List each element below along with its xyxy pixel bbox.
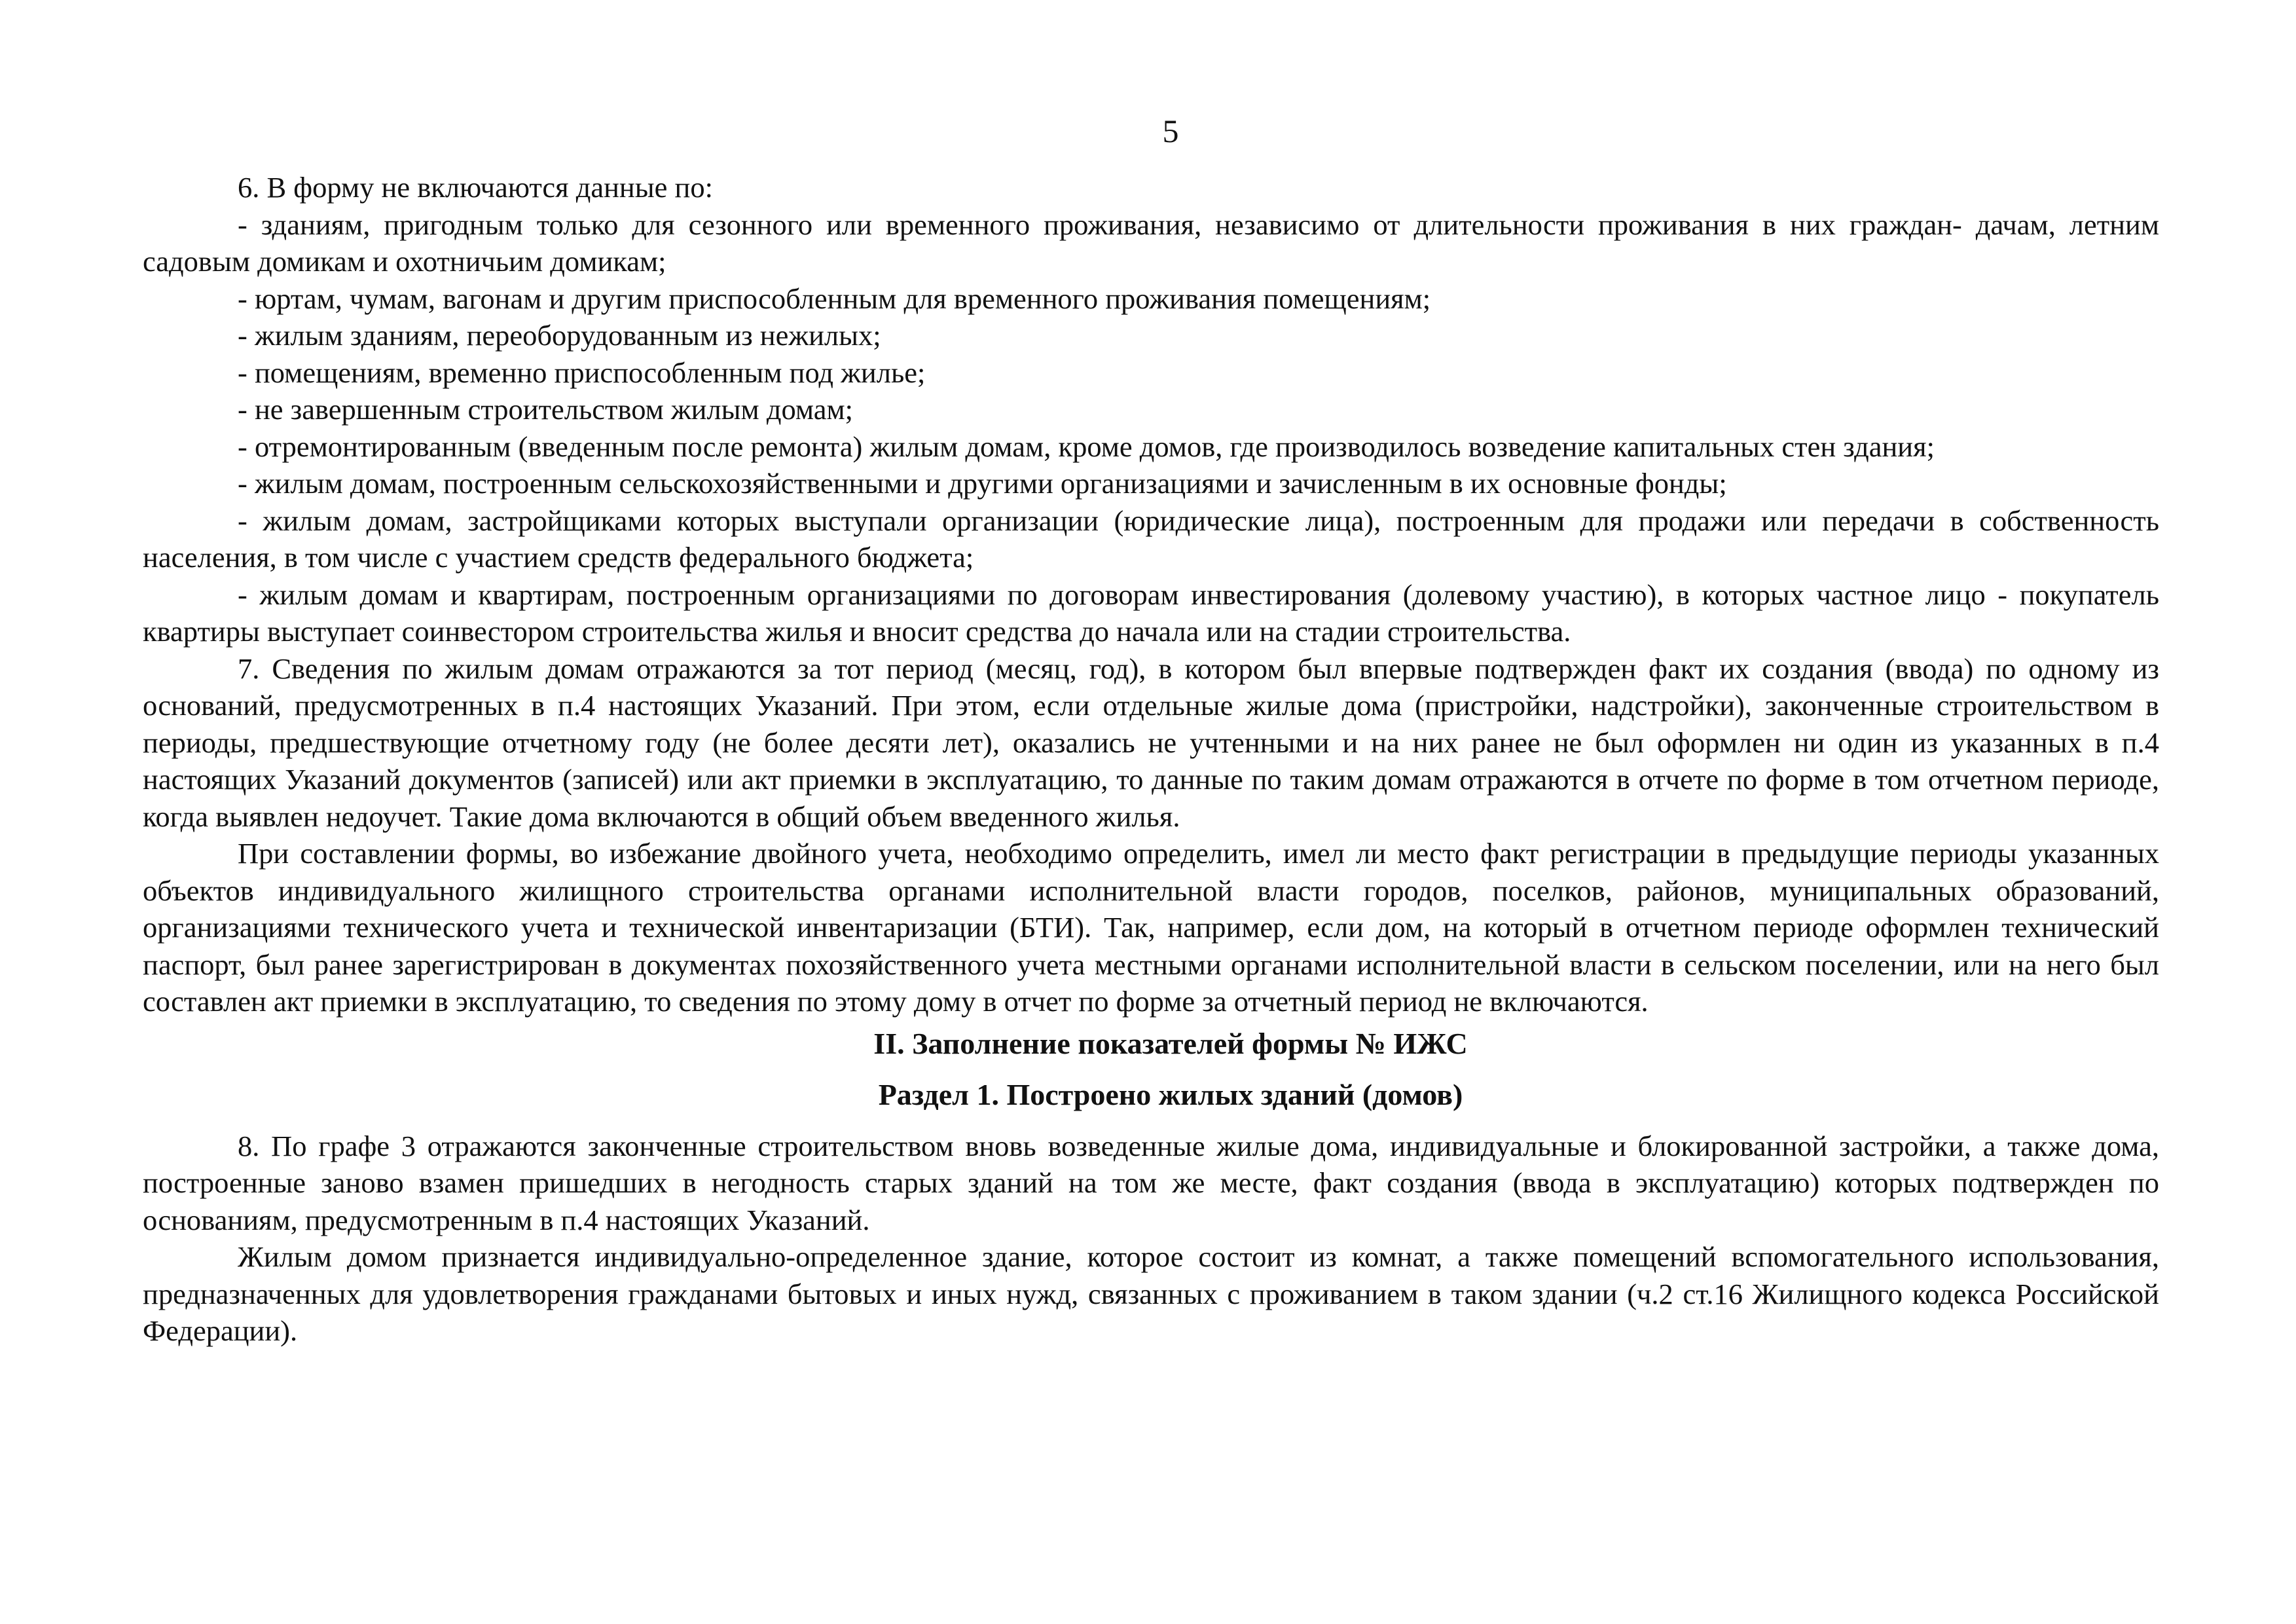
document-page — [143, 111, 2159, 1350]
paragraph-double-count: При составлении формы, во избежание двойного учета, необходимо определить, имел ли место факт регистрации в предыдущие периоды указанных объектов индивидуального жилищного строительства органами исполнительной власти городов, поселков, районов, муниципальных образований, организациями технического учета и технической инвентаризации (БТИ). Так, например, если дом, на который в отчетном периоде оформлен технический паспорт, был ранее зарегистрирован в документах похозяйственного учета местными органами исполнительной власти в сельском поселении, или на него был составлен акт приемки в эксплуатацию, то сведения по этому дому в отчет по форме за отчетный период не включаются. — [143, 837, 2159, 1018]
list-item: - жилым домам, построенным сельскохозяйственными и другими организациями и зачисленным в их основные фонды; — [238, 467, 1727, 500]
paragraph-definition: Жилым домом признается индивидуально-определенное здание, которое состоит из комнат, а также помещений вспомогательного использования, предназначенных для удовлетворения гражданами бытовых и иных нужд, связанных с проживанием в таком здании (ч.2 ст.16 Жилищного кодекса Российской Федерации). — [143, 1240, 2159, 1347]
list-item: - жилым зданиям, переоборудованным из нежилых; — [238, 319, 881, 352]
list-item: - жилым домам и квартирам, построенным организациями по договорам инвестирования (долевому участию), в которых частное лицо - покупатель квартиры выступает соинвестором строительства жилья и вносит средства до начала или на стадии строительства. — [143, 578, 2159, 648]
paragraph-item-7: 7. Сведения по жилым домам отражаются за тот период (месяц, год), в котором был впервые подтвержден факт их создания (ввода) по одному из оснований, предусмотренных в п.4 настоящих Указаний. При этом, если отдельные жилые дома (пристройки, надстройки), законченные строительством в периоды, предшествующие отчетному году (не более десяти лет), оказались не учтенными и на них ранее не был оформлен ни один из указанных в п.4 настоящих Указаний документов (записей) или акт приемки в эксплуатацию, то данные по таким домам отражаются в отчете по форме в том отчетном периоде, когда выявлен недоучет. Такие дома включаются в общий объем введенного жилья. — [143, 652, 2159, 833]
list-item: - помещениям, временно приспособленным под жилье; — [238, 356, 926, 389]
page-number: 5 — [1162, 113, 1179, 149]
list-item: - зданиям, пригодным только для сезонного или временного проживания, независимо от длительности проживания в них граждан- дачам, летним садовым домикам и охотничьим домикам; — [143, 208, 2159, 278]
list-item: - не завершенным строительством жилым домам; — [238, 393, 854, 426]
subsection-heading: Раздел 1. Построено жилых зданий (домов) — [878, 1077, 1463, 1111]
section-heading: II. Заполнение показателей формы № ИЖС — [873, 1026, 1468, 1060]
list-item: - отремонтированным (введенным после ремонта) жилым домам, кроме домов, где производилось возведение капитальных стен здания; — [238, 430, 1935, 463]
paragraph-item-8: 8. По графе 3 отражаются законченные строительством вновь возведенные жилые дома, индивидуальные и блокированной застройки, а также дома, построенные заново взамен пришедших в негодность старых зданий на том же месте, факт создания (ввода в эксплуатацию) которых подтвержден по основаниям, предусмотренным в п.4 настоящих Указаний. — [143, 1129, 2159, 1236]
paragraph-item-6-intro: 6. В форму не включаются данные по: — [238, 171, 713, 204]
list-item: - жилым домам, застройщиками которых выступали организации (юридические лица), построенным для продажи или передачи в собственность населения, в том числе с участием средств федерального бюджета; — [143, 504, 2159, 574]
list-item: - юртам, чумам, вагонам и другим приспособленным для временного проживания помещениям; — [238, 282, 1431, 315]
